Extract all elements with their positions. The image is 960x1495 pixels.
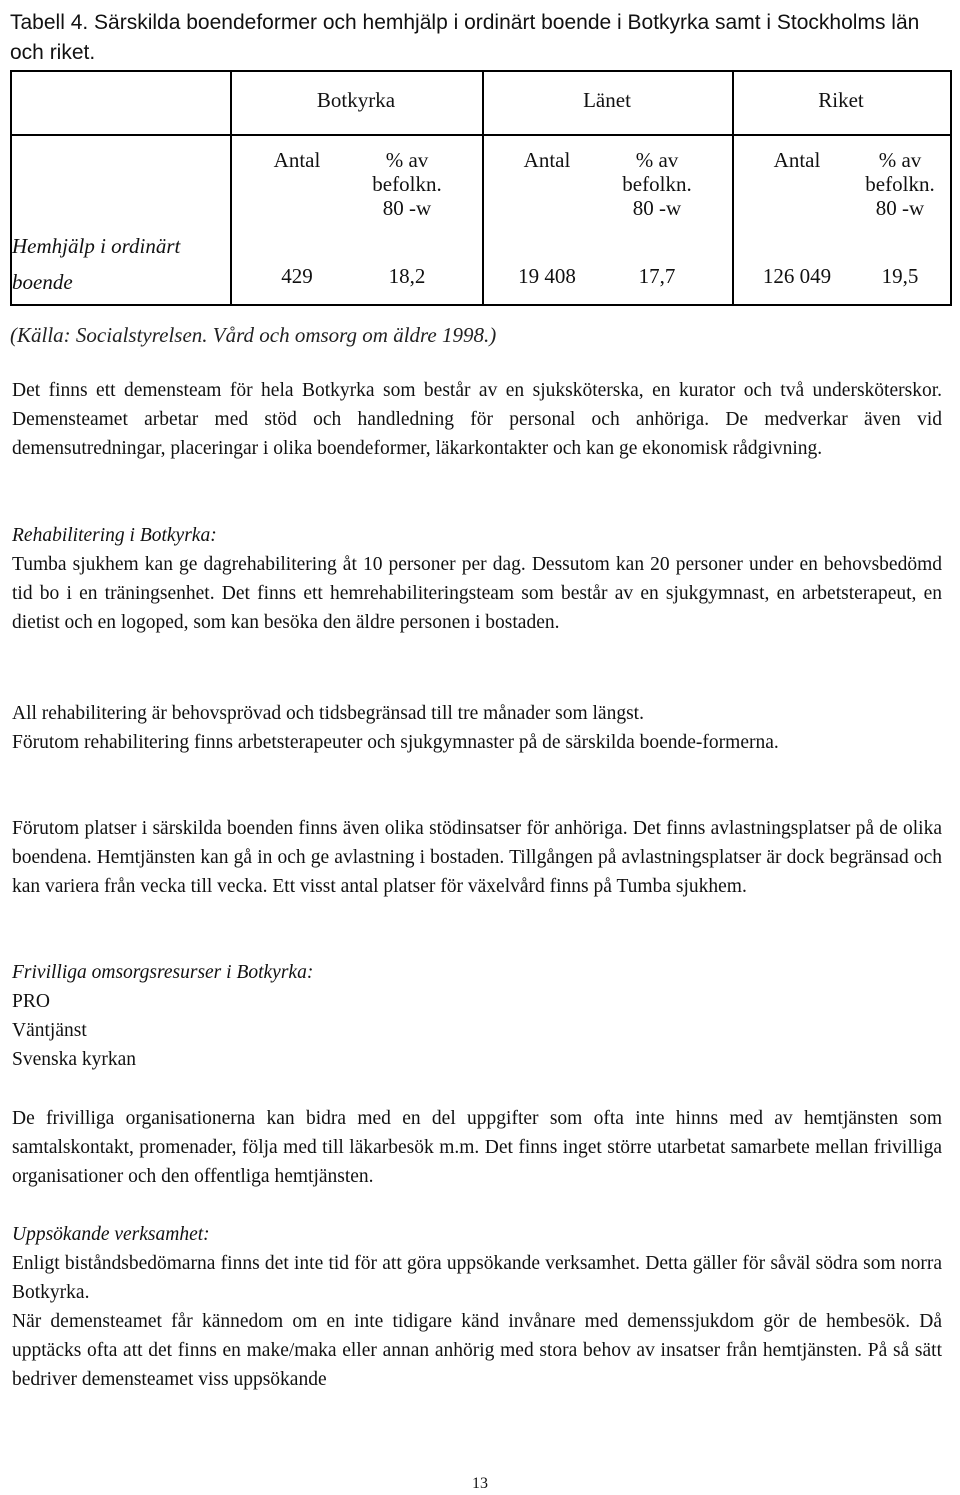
source-note: (Källa: Socialstyrelsen. Vård och omsorg om äldre 1998.) [10,323,497,347]
rehab-paragraph: Tumba sjukhem kan ge dagrehabilitering åt 10 personer per dag. Dessutom kan 20 personer under en behovsbedömd tid bo i en träningsenhet. Det finns ett hemrehabiliteringsteam som består av en sjukgymnast, en arbetsterapeut, en dietist och en logoped, som kan besöka den äldre personen i bostaden. [12,554,942,633]
group-header-botkyrka: Botkyrka [316,88,396,112]
table-cell: 17,7 [638,264,676,288]
table-cell: 18,2 [388,264,426,288]
table-divider [12,134,950,136]
table-cell: 429 [281,264,313,288]
voluntary-paragraph: De frivilliga organisationerna kan bidra med en del uppgifter som ofta inte hinns med av hemtjänsten som samtalskontakt, promenader, följa med till läkarbesök m.m. Det finns inget större utarbetat samarbete mellan frivilliga organisationer och den offentliga hemtjänsten. [12,1108,942,1187]
col-header-percent: % av befolkn. 80 -w [372,148,442,220]
section-heading: Rehabilitering i Botkyrka: [12,525,217,546]
rehab-section [12,521,942,637]
list-item: Svenska kyrkan [12,1049,137,1070]
table-cell: 19 408 [518,264,576,288]
outreach-paragraph: När demensteamet får kännedom om en inte tidigare känd invånare med demenssjukdom gör de hembesök. Då upptäcks ofta att det finns en make/maka eller annan anhörig med stora behov av insatser från hemtjänsten. På så sätt bedriver demensteamet viss uppsökande [12,1311,942,1390]
col-header-antal: Antal [273,148,321,172]
rehab-besides-paragraph: Förutom rehabilitering finns arbetsterapeuter och sjukgymnaster på de särskilda boende-formerna. [12,732,779,753]
col-header-antal: Antal [523,148,571,172]
list-item: PRO [12,991,50,1012]
table-cell: 126 049 [762,264,832,288]
table-cell: 19,5 [881,264,919,288]
col-header-antal: Antal [773,148,821,172]
list-item: Väntjänst [12,1020,87,1041]
outreach-paragraph: Enligt biståndsbedömarna finns det inte tid för att göra uppsökande verksamhet. Detta gäller för såväl södra som norra Botkyrka. [12,1253,942,1303]
col-header-percent: % av befolkn. 80 -w [865,148,935,220]
relief-paragraph: Förutom platser i särskilda boenden finns även olika stödinsatser för anhöriga. Det finns avlastningsplatser på de olika boendena. Hemtjänsten kan gå in och ge avlastning i bostaden. Tillgången på avlastningsplatser är dock begränsad och kan variera från vecka till vecka. Ett visst antal platser för växelvård finns på Tumba sjukhem. [12,818,942,897]
table-caption: Tabell 4. Särskilda boendeformer och hemhjälp i ordinärt boende i Botkyrka samt i Stockholms län och riket. [10,11,920,64]
page-number: 13 [472,1475,488,1492]
group-header-lanet: Länet [583,88,631,112]
dementia-paragraph: Det finns ett demensteam för hela Botkyrka som består av en sjuksköterska, en kurator och två undersköterskor. Demensteamet arbetar med stöd och handledning för personal och anhöriga. De medverkar även vid demensutredningar, placeringar i olika boendeformer, läkarkontakter och kan ge ekonomisk rådgivning. [12,380,942,459]
group-header-riket: Riket [818,88,864,112]
col-header-percent: % av befolkn. 80 -w [622,148,692,220]
section-heading: Frivilliga omsorgsresurser i Botkyrka: [12,962,314,983]
statistics-table [10,70,952,306]
outreach-section [12,1220,942,1394]
rehab-notes [12,699,942,757]
section-heading: Uppsökande verksamhet: [12,1224,210,1245]
row-label: Hemhjälp i ordinärt boende [12,234,181,294]
rehab-all-paragraph: All rehabilitering är behovsprövad och tidsbegränsad till tre månader som längst. [12,703,644,724]
voluntary-section [12,958,942,1074]
